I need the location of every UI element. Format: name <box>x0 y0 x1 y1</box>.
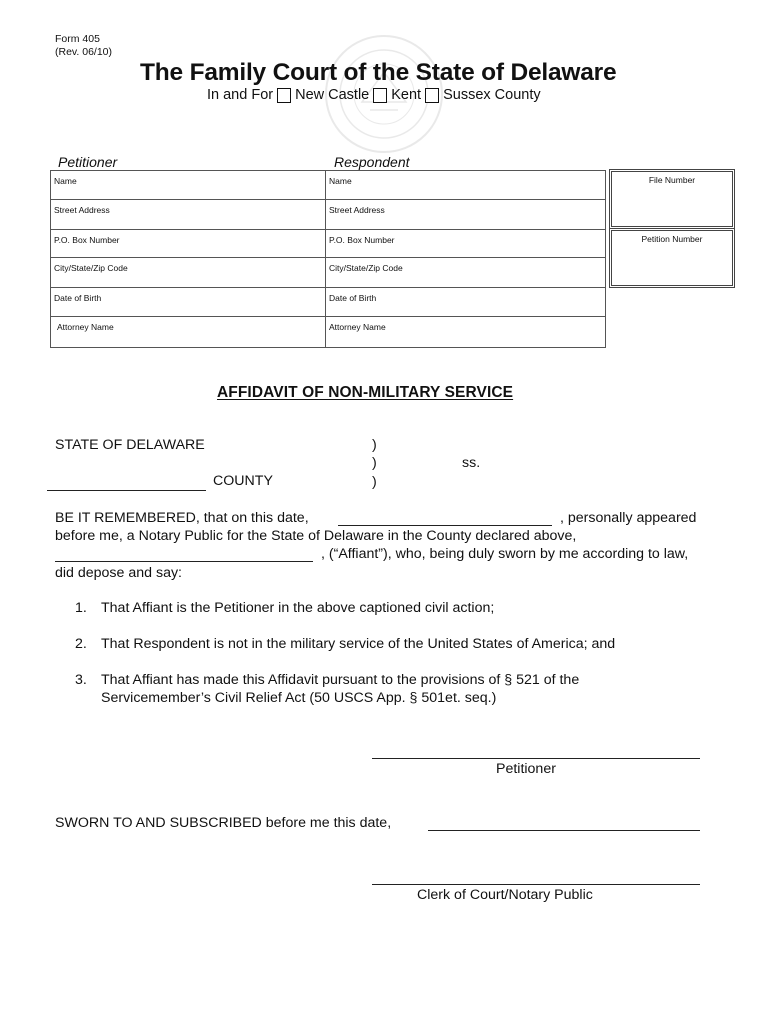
petitioner-heading: Petitioner <box>58 154 118 170</box>
file-number-box[interactable]: File Number <box>611 171 733 227</box>
county-selection-line <box>207 87 541 103</box>
respondent-street-field[interactable]: Street Address <box>326 199 605 229</box>
list-item-number: 3. <box>75 672 87 688</box>
list-item <box>75 671 579 689</box>
sussex-label: Sussex County <box>443 87 541 103</box>
list-item <box>75 599 494 617</box>
petitioner-signature-label: Petitioner <box>496 761 556 777</box>
new-castle-label: New Castle <box>295 87 370 103</box>
venue-paren-1: ) <box>372 437 377 453</box>
affidavit-title: AFFIDAVIT OF NON-MILITARY SERVICE <box>217 384 514 401</box>
petitioner-street-field[interactable]: Street Address <box>51 199 325 229</box>
court-title: The Family Court of the State of Delaware <box>140 59 617 86</box>
list-item <box>75 635 615 653</box>
appearance-date-blank[interactable] <box>338 525 552 526</box>
list-item-number: 1. <box>75 600 87 616</box>
petitioner-city-field[interactable]: City/State/Zip Code <box>51 257 325 287</box>
petitioner-attorney-field[interactable]: Attorney Name <box>51 316 325 347</box>
respondent-info-box <box>325 170 606 348</box>
respondent-name-field[interactable]: Name <box>329 176 352 186</box>
kent-checkbox[interactable] <box>373 88 387 103</box>
kent-label: Kent <box>391 87 422 103</box>
respondent-attorney-field[interactable]: Attorney Name <box>326 316 605 347</box>
before-me-text: before me, a Notary Public for the State of Delaware in the County declared above, <box>55 528 577 544</box>
personally-appeared-text: , personally appeared <box>560 510 697 526</box>
sworn-date-blank[interactable] <box>428 830 700 831</box>
petitioner-info-box <box>50 170 326 348</box>
respondent-heading: Respondent <box>334 154 410 170</box>
in-and-for-label: In and For <box>207 87 274 103</box>
sworn-text: SWORN TO AND SUBSCRIBED before me this date, <box>55 815 392 831</box>
affiant-text: , (“Affiant”), who, being duly sworn by me according to law, <box>321 546 689 562</box>
list-item-number: 2. <box>75 636 87 652</box>
clerk-signature-label: Clerk of Court/Notary Public <box>417 887 593 903</box>
ss-label: ss. <box>462 455 481 471</box>
county-label: COUNTY <box>213 473 273 489</box>
petitioner-name-field[interactable]: Name <box>54 176 77 186</box>
remembered-text: BE IT REMEMBERED, that on this date, <box>55 510 309 526</box>
list-item-continuation: Servicemember’s Civil Relief Act (50 USCS App. § 501et. seq.) <box>101 690 497 706</box>
list-item-text: That Respondent is not in the military service of the United States of America; and <box>101 636 616 652</box>
petition-number-box[interactable]: Petition Number <box>611 230 733 286</box>
state-of-delaware: STATE OF DELAWARE <box>55 437 205 453</box>
sussex-checkbox[interactable] <box>425 88 439 103</box>
form-revision: (Rev. 06/10) <box>55 46 112 58</box>
venue-paren-2: ) <box>372 455 377 471</box>
affiant-name-blank[interactable] <box>55 561 313 562</box>
petitioner-dob-field[interactable]: Date of Birth <box>51 287 325 316</box>
county-name-blank[interactable] <box>47 490 206 491</box>
new-castle-checkbox[interactable] <box>277 88 291 103</box>
venue-paren-3: ) <box>372 474 377 490</box>
respondent-pobox-field[interactable]: P.O. Box Number <box>326 229 605 257</box>
list-item-text: That Affiant has made this Affidavit pursuant to the provisions of § 521 of the <box>101 672 580 688</box>
form-number: Form 405 <box>55 33 100 45</box>
list-item-text: That Affiant is the Petitioner in the above captioned civil action; <box>101 600 495 616</box>
petitioner-signature-line[interactable] <box>372 758 700 759</box>
clerk-signature-line[interactable] <box>372 884 700 885</box>
petitioner-pobox-field[interactable]: P.O. Box Number <box>51 229 325 257</box>
respondent-city-field[interactable]: City/State/Zip Code <box>326 257 605 287</box>
depose-text: did depose and say: <box>55 565 182 581</box>
respondent-dob-field[interactable]: Date of Birth <box>326 287 605 316</box>
